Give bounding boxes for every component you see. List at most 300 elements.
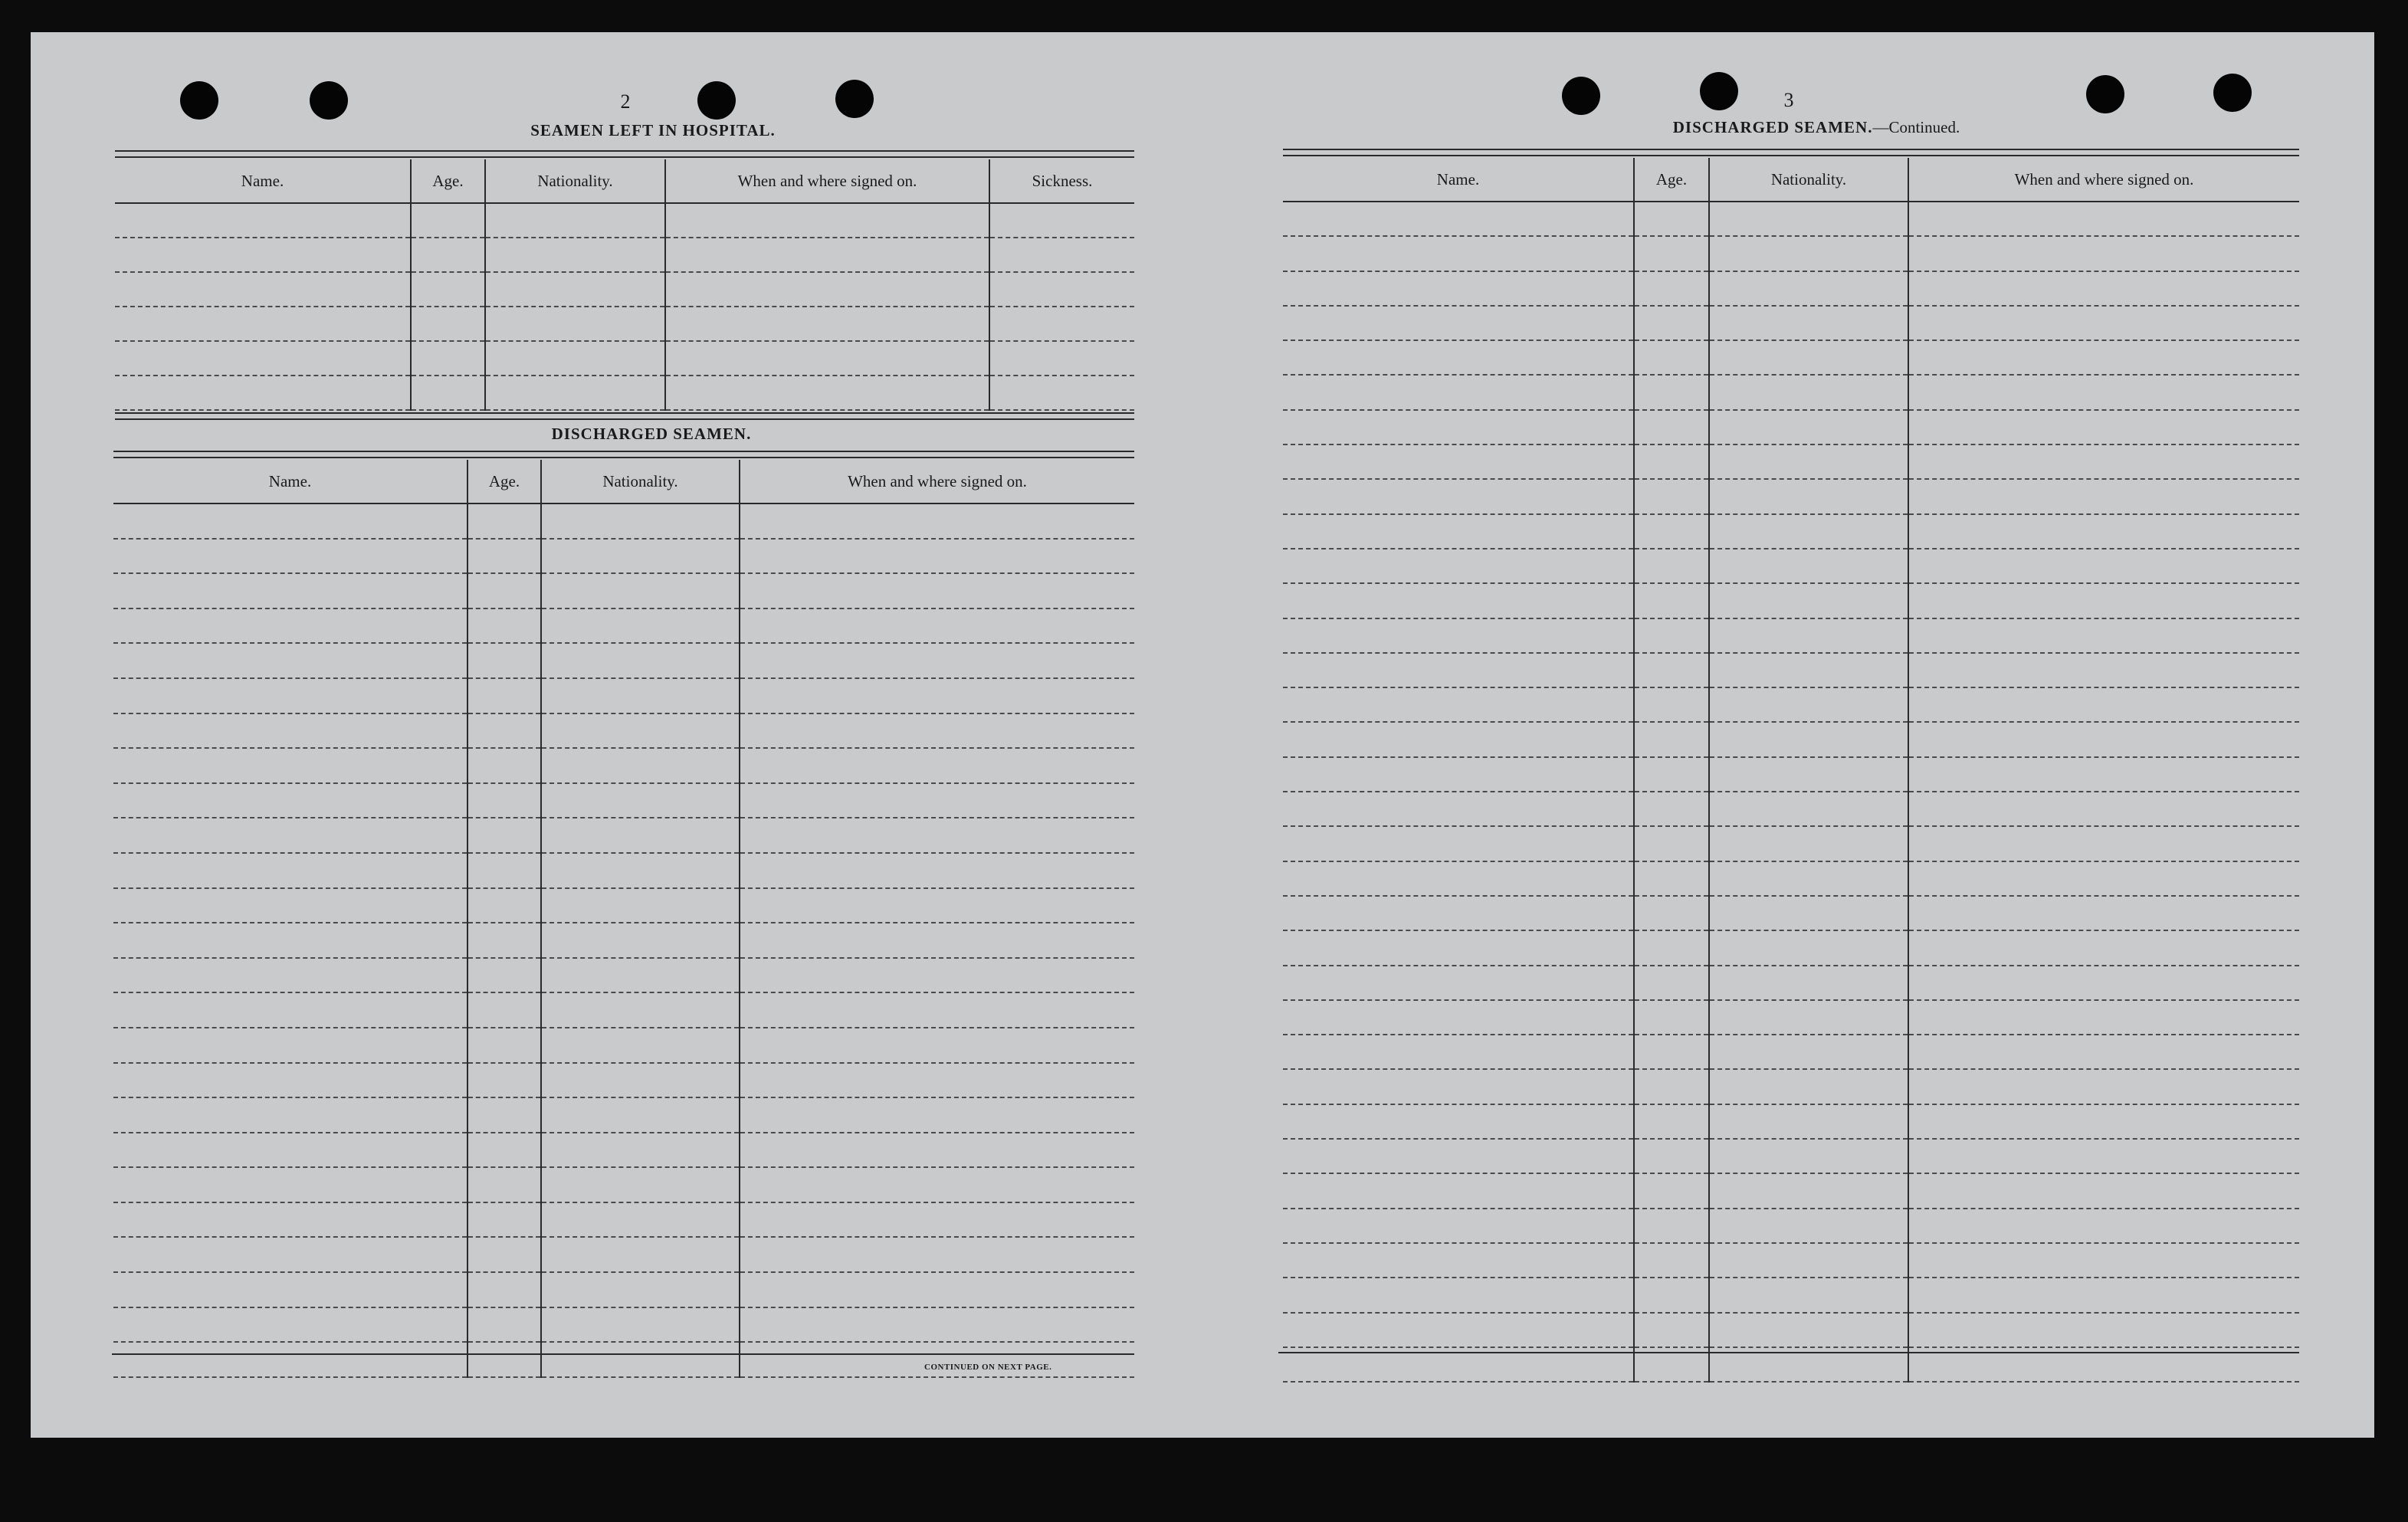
table-cell bbox=[467, 1202, 541, 1238]
table-cell bbox=[740, 539, 1134, 574]
table-row bbox=[115, 203, 1134, 238]
punch-hole-left-1 bbox=[180, 81, 218, 120]
hospital-table bbox=[115, 159, 1134, 411]
discharged-table bbox=[113, 460, 1134, 1378]
table-cell bbox=[1908, 1313, 2299, 1347]
table-cell bbox=[1283, 896, 1634, 930]
hospital-section-title: SEAMEN LEFT IN HOSPITAL. bbox=[530, 121, 776, 139]
table-cell bbox=[1283, 306, 1634, 340]
table-cell bbox=[1709, 514, 1908, 549]
table-cell bbox=[113, 1133, 467, 1168]
table-cell bbox=[113, 573, 467, 608]
table-row bbox=[113, 748, 1134, 783]
table-cell bbox=[1908, 340, 2299, 375]
table-cell bbox=[485, 341, 665, 376]
table-cell bbox=[1908, 757, 2299, 792]
hospital-bottom-rule bbox=[115, 412, 1134, 420]
table-cell bbox=[113, 853, 467, 888]
table-cell bbox=[1634, 583, 1709, 618]
table-cell bbox=[467, 1133, 541, 1168]
table-cell bbox=[665, 272, 989, 307]
discharged-continued-title bbox=[1548, 118, 2085, 137]
table-cell bbox=[1634, 410, 1709, 444]
table-cell bbox=[485, 203, 665, 238]
table-row bbox=[1283, 757, 2299, 792]
table-cell bbox=[1908, 1139, 2299, 1173]
table-row bbox=[1283, 1313, 2299, 1347]
table-cell bbox=[541, 608, 740, 644]
table-cell bbox=[1634, 236, 1709, 271]
table-cell bbox=[541, 539, 740, 574]
punch-hole-right-1 bbox=[1562, 77, 1600, 115]
table-cell bbox=[1709, 375, 1908, 409]
table-cell bbox=[1634, 375, 1709, 409]
table-cell bbox=[1634, 1243, 1709, 1278]
table-cell bbox=[467, 1167, 541, 1202]
table-cell bbox=[1283, 1139, 1634, 1173]
table-row bbox=[115, 376, 1134, 410]
table-row bbox=[113, 1202, 1134, 1238]
table-cell bbox=[541, 783, 740, 818]
table-cell bbox=[1283, 792, 1634, 826]
table-cell bbox=[1709, 792, 1908, 826]
table-cell bbox=[467, 1272, 541, 1307]
table-cell bbox=[1709, 1000, 1908, 1035]
table-cell bbox=[1908, 653, 2299, 687]
table-cell bbox=[1908, 1069, 2299, 1104]
table-row bbox=[1283, 1139, 2299, 1173]
table-cell bbox=[1634, 1173, 1709, 1208]
table-cell bbox=[541, 504, 740, 539]
discharged-col-nationality: Nationality. bbox=[541, 460, 740, 504]
table-cell bbox=[467, 643, 541, 678]
table-row bbox=[1283, 549, 2299, 583]
table-cell bbox=[411, 307, 485, 341]
punch-hole-left-4 bbox=[835, 80, 874, 118]
table-row bbox=[113, 818, 1134, 853]
hospital-col-age: Age. bbox=[411, 159, 485, 203]
table-cell bbox=[467, 1063, 541, 1098]
table-cell bbox=[1634, 549, 1709, 583]
punch-hole-left-3 bbox=[697, 81, 736, 120]
table-row bbox=[1283, 1278, 2299, 1312]
table-cell bbox=[1283, 966, 1634, 1000]
table-cell bbox=[467, 818, 541, 853]
table-cell bbox=[1908, 514, 2299, 549]
table-cell bbox=[1283, 583, 1634, 618]
table-cell bbox=[665, 307, 989, 341]
table-row bbox=[1283, 1104, 2299, 1139]
table-row bbox=[113, 1097, 1134, 1133]
discharged-continued-table bbox=[1283, 158, 2299, 1383]
table-cell bbox=[1634, 757, 1709, 792]
continued-bottom-rule bbox=[1278, 1352, 2299, 1353]
table-cell bbox=[1283, 514, 1634, 549]
table-cell bbox=[541, 643, 740, 678]
table-cell bbox=[740, 1063, 1134, 1098]
table-cell bbox=[541, 748, 740, 783]
table-row bbox=[1283, 826, 2299, 861]
table-cell bbox=[740, 1342, 1134, 1377]
table-cell bbox=[115, 307, 411, 341]
table-row bbox=[113, 608, 1134, 644]
table-cell bbox=[1908, 479, 2299, 513]
table-cell bbox=[467, 1237, 541, 1272]
page-number-left: 2 bbox=[620, 90, 631, 113]
table-cell bbox=[541, 1028, 740, 1063]
table-cell bbox=[113, 748, 467, 783]
discharged-bottom-rule bbox=[112, 1353, 1134, 1355]
punch-hole-left-2 bbox=[310, 81, 348, 120]
table-cell bbox=[1283, 549, 1634, 583]
table-row bbox=[115, 238, 1134, 272]
table-cell bbox=[1908, 1173, 2299, 1208]
table-cell bbox=[1709, 757, 1908, 792]
table-cell bbox=[1283, 1209, 1634, 1243]
table-cell bbox=[467, 539, 541, 574]
table-cell bbox=[467, 678, 541, 713]
table-cell bbox=[740, 783, 1134, 818]
table-row bbox=[113, 1133, 1134, 1168]
table-row bbox=[113, 783, 1134, 818]
table-cell bbox=[1709, 236, 1908, 271]
table-cell bbox=[113, 1237, 467, 1272]
table-row bbox=[113, 1167, 1134, 1202]
table-cell bbox=[467, 923, 541, 958]
table-row bbox=[1283, 444, 2299, 479]
table-cell bbox=[1908, 202, 2299, 236]
table-cell bbox=[1283, 202, 1634, 236]
table-cell bbox=[113, 1202, 467, 1238]
table-cell bbox=[1634, 792, 1709, 826]
table-cell bbox=[1709, 1313, 1908, 1347]
table-cell bbox=[1634, 340, 1709, 375]
table-cell bbox=[1709, 1278, 1908, 1312]
table-cell bbox=[1709, 271, 1908, 306]
table-row bbox=[115, 272, 1134, 307]
table-cell bbox=[1908, 618, 2299, 653]
table-cell bbox=[1908, 1243, 2299, 1278]
discharged-top-rule bbox=[113, 451, 1134, 458]
table-cell bbox=[1709, 1139, 1908, 1173]
table-cell bbox=[541, 992, 740, 1028]
table-cell bbox=[989, 238, 1134, 272]
table-cell bbox=[740, 573, 1134, 608]
table-cell bbox=[1709, 306, 1908, 340]
table-cell bbox=[113, 992, 467, 1028]
table-cell bbox=[1709, 930, 1908, 965]
table-cell bbox=[989, 272, 1134, 307]
table-cell bbox=[989, 376, 1134, 410]
table-cell bbox=[740, 1133, 1134, 1168]
table-cell bbox=[541, 923, 740, 958]
table-cell bbox=[740, 923, 1134, 958]
continued-col-nationality: Nationality. bbox=[1709, 158, 1908, 202]
table-cell bbox=[1283, 653, 1634, 687]
table-row bbox=[113, 539, 1134, 574]
punch-hole-right-4 bbox=[2213, 74, 2252, 112]
table-row bbox=[113, 1342, 1134, 1377]
table-row bbox=[1283, 618, 2299, 653]
table-cell bbox=[541, 573, 740, 608]
table-cell bbox=[1634, 966, 1709, 1000]
table-cell bbox=[1634, 1035, 1709, 1069]
discharged-continued-title-main: DISCHARGED SEAMEN. bbox=[1672, 118, 1873, 136]
table-cell bbox=[1283, 861, 1634, 896]
table-cell bbox=[740, 1097, 1134, 1133]
table-cell bbox=[1283, 826, 1634, 861]
table-cell bbox=[1634, 1000, 1709, 1035]
discharged-col-age: Age. bbox=[467, 460, 541, 504]
table-cell bbox=[115, 272, 411, 307]
table-cell bbox=[740, 1028, 1134, 1063]
table-cell bbox=[541, 1097, 740, 1133]
table-cell bbox=[467, 1342, 541, 1377]
table-cell bbox=[467, 504, 541, 539]
punch-hole-right-2 bbox=[1700, 72, 1738, 110]
table-cell bbox=[113, 608, 467, 644]
ledger-sheet bbox=[31, 32, 2374, 1438]
continued-col-name: Name. bbox=[1283, 158, 1634, 202]
table-cell bbox=[1283, 1104, 1634, 1139]
table-cell bbox=[467, 1028, 541, 1063]
table-cell bbox=[1283, 479, 1634, 513]
table-cell bbox=[1283, 1313, 1634, 1347]
table-cell bbox=[1908, 1104, 2299, 1139]
table-cell bbox=[1908, 306, 2299, 340]
table-cell bbox=[740, 713, 1134, 749]
table-cell bbox=[1634, 1209, 1709, 1243]
table-cell bbox=[1908, 375, 2299, 409]
table-cell bbox=[1634, 202, 1709, 236]
table-cell bbox=[1283, 375, 1634, 409]
table-cell bbox=[1634, 687, 1709, 722]
table-cell bbox=[541, 818, 740, 853]
table-cell bbox=[1634, 271, 1709, 306]
table-cell bbox=[541, 713, 740, 749]
table-cell bbox=[665, 341, 989, 376]
table-cell bbox=[1283, 236, 1634, 271]
discharged-col-signed-on: When and where signed on. bbox=[740, 460, 1134, 504]
table-cell bbox=[989, 203, 1134, 238]
table-cell bbox=[740, 958, 1134, 993]
table-cell bbox=[1283, 757, 1634, 792]
table-cell bbox=[541, 1167, 740, 1202]
continued-col-signed-on: When and where signed on. bbox=[1908, 158, 2299, 202]
table-row bbox=[1283, 722, 2299, 756]
table-cell bbox=[1709, 1209, 1908, 1243]
table-row bbox=[113, 573, 1134, 608]
table-cell bbox=[541, 1063, 740, 1098]
table-row bbox=[113, 1028, 1134, 1063]
table-row bbox=[1283, 1209, 2299, 1243]
table-cell bbox=[1709, 340, 1908, 375]
table-cell bbox=[740, 748, 1134, 783]
table-cell bbox=[1908, 861, 2299, 896]
table-row bbox=[1283, 340, 2299, 375]
table-cell bbox=[411, 272, 485, 307]
table-cell bbox=[1908, 1209, 2299, 1243]
table-cell bbox=[1283, 618, 1634, 653]
table-cell bbox=[1283, 444, 1634, 479]
table-cell bbox=[740, 608, 1134, 644]
table-row bbox=[1283, 930, 2299, 965]
table-cell bbox=[1908, 444, 2299, 479]
table-cell bbox=[113, 1097, 467, 1133]
table-cell bbox=[1908, 966, 2299, 1000]
discharged-section-title: DISCHARGED SEAMEN. bbox=[551, 425, 752, 443]
table-cell bbox=[1709, 549, 1908, 583]
table-cell bbox=[1908, 930, 2299, 965]
table-cell bbox=[1908, 1000, 2299, 1035]
table-cell bbox=[1709, 1069, 1908, 1104]
table-cell bbox=[1634, 514, 1709, 549]
table-cell bbox=[541, 888, 740, 923]
table-cell bbox=[467, 992, 541, 1028]
table-cell bbox=[1709, 966, 1908, 1000]
table-cell bbox=[1634, 653, 1709, 687]
table-cell bbox=[467, 748, 541, 783]
table-cell bbox=[485, 376, 665, 410]
table-cell bbox=[740, 853, 1134, 888]
table-cell bbox=[740, 504, 1134, 539]
table-cell bbox=[1908, 1035, 2299, 1069]
table-cell bbox=[1709, 687, 1908, 722]
table-row bbox=[1283, 896, 2299, 930]
table-cell bbox=[113, 1342, 467, 1377]
table-cell bbox=[1634, 930, 1709, 965]
table-cell bbox=[485, 272, 665, 307]
hospital-top-rule bbox=[115, 150, 1134, 158]
table-row bbox=[115, 341, 1134, 376]
table-cell bbox=[467, 573, 541, 608]
table-cell bbox=[1908, 271, 2299, 306]
table-row bbox=[115, 307, 1134, 341]
table-cell bbox=[113, 783, 467, 818]
table-row bbox=[113, 678, 1134, 713]
table-cell bbox=[113, 923, 467, 958]
table-cell bbox=[1709, 826, 1908, 861]
table-row bbox=[1283, 966, 2299, 1000]
hospital-col-signed-on: When and where signed on. bbox=[665, 159, 989, 203]
table-row bbox=[113, 992, 1134, 1028]
table-row bbox=[1283, 202, 2299, 236]
table-cell bbox=[541, 958, 740, 993]
table-cell bbox=[1634, 1139, 1709, 1173]
table-cell bbox=[1908, 583, 2299, 618]
table-row bbox=[113, 643, 1134, 678]
table-row bbox=[113, 504, 1134, 539]
table-cell bbox=[740, 643, 1134, 678]
table-cell bbox=[740, 1202, 1134, 1238]
table-cell bbox=[1709, 1035, 1908, 1069]
table-row bbox=[1283, 653, 2299, 687]
table-cell bbox=[113, 643, 467, 678]
table-cell bbox=[740, 1167, 1134, 1202]
table-cell bbox=[467, 608, 541, 644]
table-cell bbox=[1709, 479, 1908, 513]
table-cell bbox=[541, 1342, 740, 1377]
table-row bbox=[1283, 1035, 2299, 1069]
table-row bbox=[1283, 410, 2299, 444]
table-cell bbox=[541, 853, 740, 888]
table-cell bbox=[1908, 896, 2299, 930]
table-row bbox=[113, 853, 1134, 888]
table-cell bbox=[989, 341, 1134, 376]
table-cell bbox=[541, 1272, 740, 1307]
discharged-col-name: Name. bbox=[113, 460, 467, 504]
table-cell bbox=[113, 504, 467, 539]
table-cell bbox=[411, 341, 485, 376]
table-cell bbox=[1908, 549, 2299, 583]
table-cell bbox=[467, 1307, 541, 1343]
table-cell bbox=[1634, 479, 1709, 513]
table-row bbox=[113, 1272, 1134, 1307]
table-cell bbox=[115, 203, 411, 238]
hospital-col-name: Name. bbox=[115, 159, 411, 203]
table-cell bbox=[411, 203, 485, 238]
table-row bbox=[1283, 792, 2299, 826]
continued-top-rule bbox=[1283, 149, 2299, 156]
table-cell bbox=[1634, 306, 1709, 340]
table-row bbox=[1283, 514, 2299, 549]
table-row bbox=[1283, 375, 2299, 409]
table-row bbox=[113, 1063, 1134, 1098]
table-row bbox=[1283, 583, 2299, 618]
table-cell bbox=[1908, 236, 2299, 271]
table-cell bbox=[1709, 583, 1908, 618]
table-cell bbox=[485, 238, 665, 272]
table-cell bbox=[1283, 687, 1634, 722]
table-cell bbox=[485, 307, 665, 341]
table-cell bbox=[1634, 1069, 1709, 1104]
table-cell bbox=[1908, 792, 2299, 826]
table-cell bbox=[411, 376, 485, 410]
table-cell bbox=[541, 1237, 740, 1272]
table-cell bbox=[113, 1307, 467, 1343]
table-cell bbox=[1634, 444, 1709, 479]
table-cell bbox=[467, 713, 541, 749]
table-cell bbox=[989, 307, 1134, 341]
table-cell bbox=[1709, 202, 1908, 236]
table-cell bbox=[1283, 271, 1634, 306]
table-row bbox=[113, 923, 1134, 958]
table-row bbox=[113, 888, 1134, 923]
table-cell bbox=[1283, 930, 1634, 965]
table-row bbox=[1283, 479, 2299, 513]
table-cell bbox=[113, 539, 467, 574]
table-cell bbox=[665, 203, 989, 238]
table-cell bbox=[1908, 687, 2299, 722]
table-cell bbox=[740, 1237, 1134, 1272]
table-cell bbox=[1709, 410, 1908, 444]
table-cell bbox=[740, 1307, 1134, 1343]
table-cell bbox=[541, 1133, 740, 1168]
discharged-continued-title-suffix: —Continued. bbox=[1872, 118, 1960, 136]
table-cell bbox=[1709, 1243, 1908, 1278]
page-number-right: 3 bbox=[1783, 89, 1794, 111]
table-cell bbox=[1908, 826, 2299, 861]
table-cell bbox=[1634, 896, 1709, 930]
table-cell bbox=[740, 678, 1134, 713]
table-cell bbox=[665, 376, 989, 410]
table-cell bbox=[740, 1272, 1134, 1307]
table-cell bbox=[113, 1167, 467, 1202]
table-cell bbox=[1634, 826, 1709, 861]
table-cell bbox=[541, 1307, 740, 1343]
table-row bbox=[113, 713, 1134, 749]
table-cell bbox=[1709, 1173, 1908, 1208]
